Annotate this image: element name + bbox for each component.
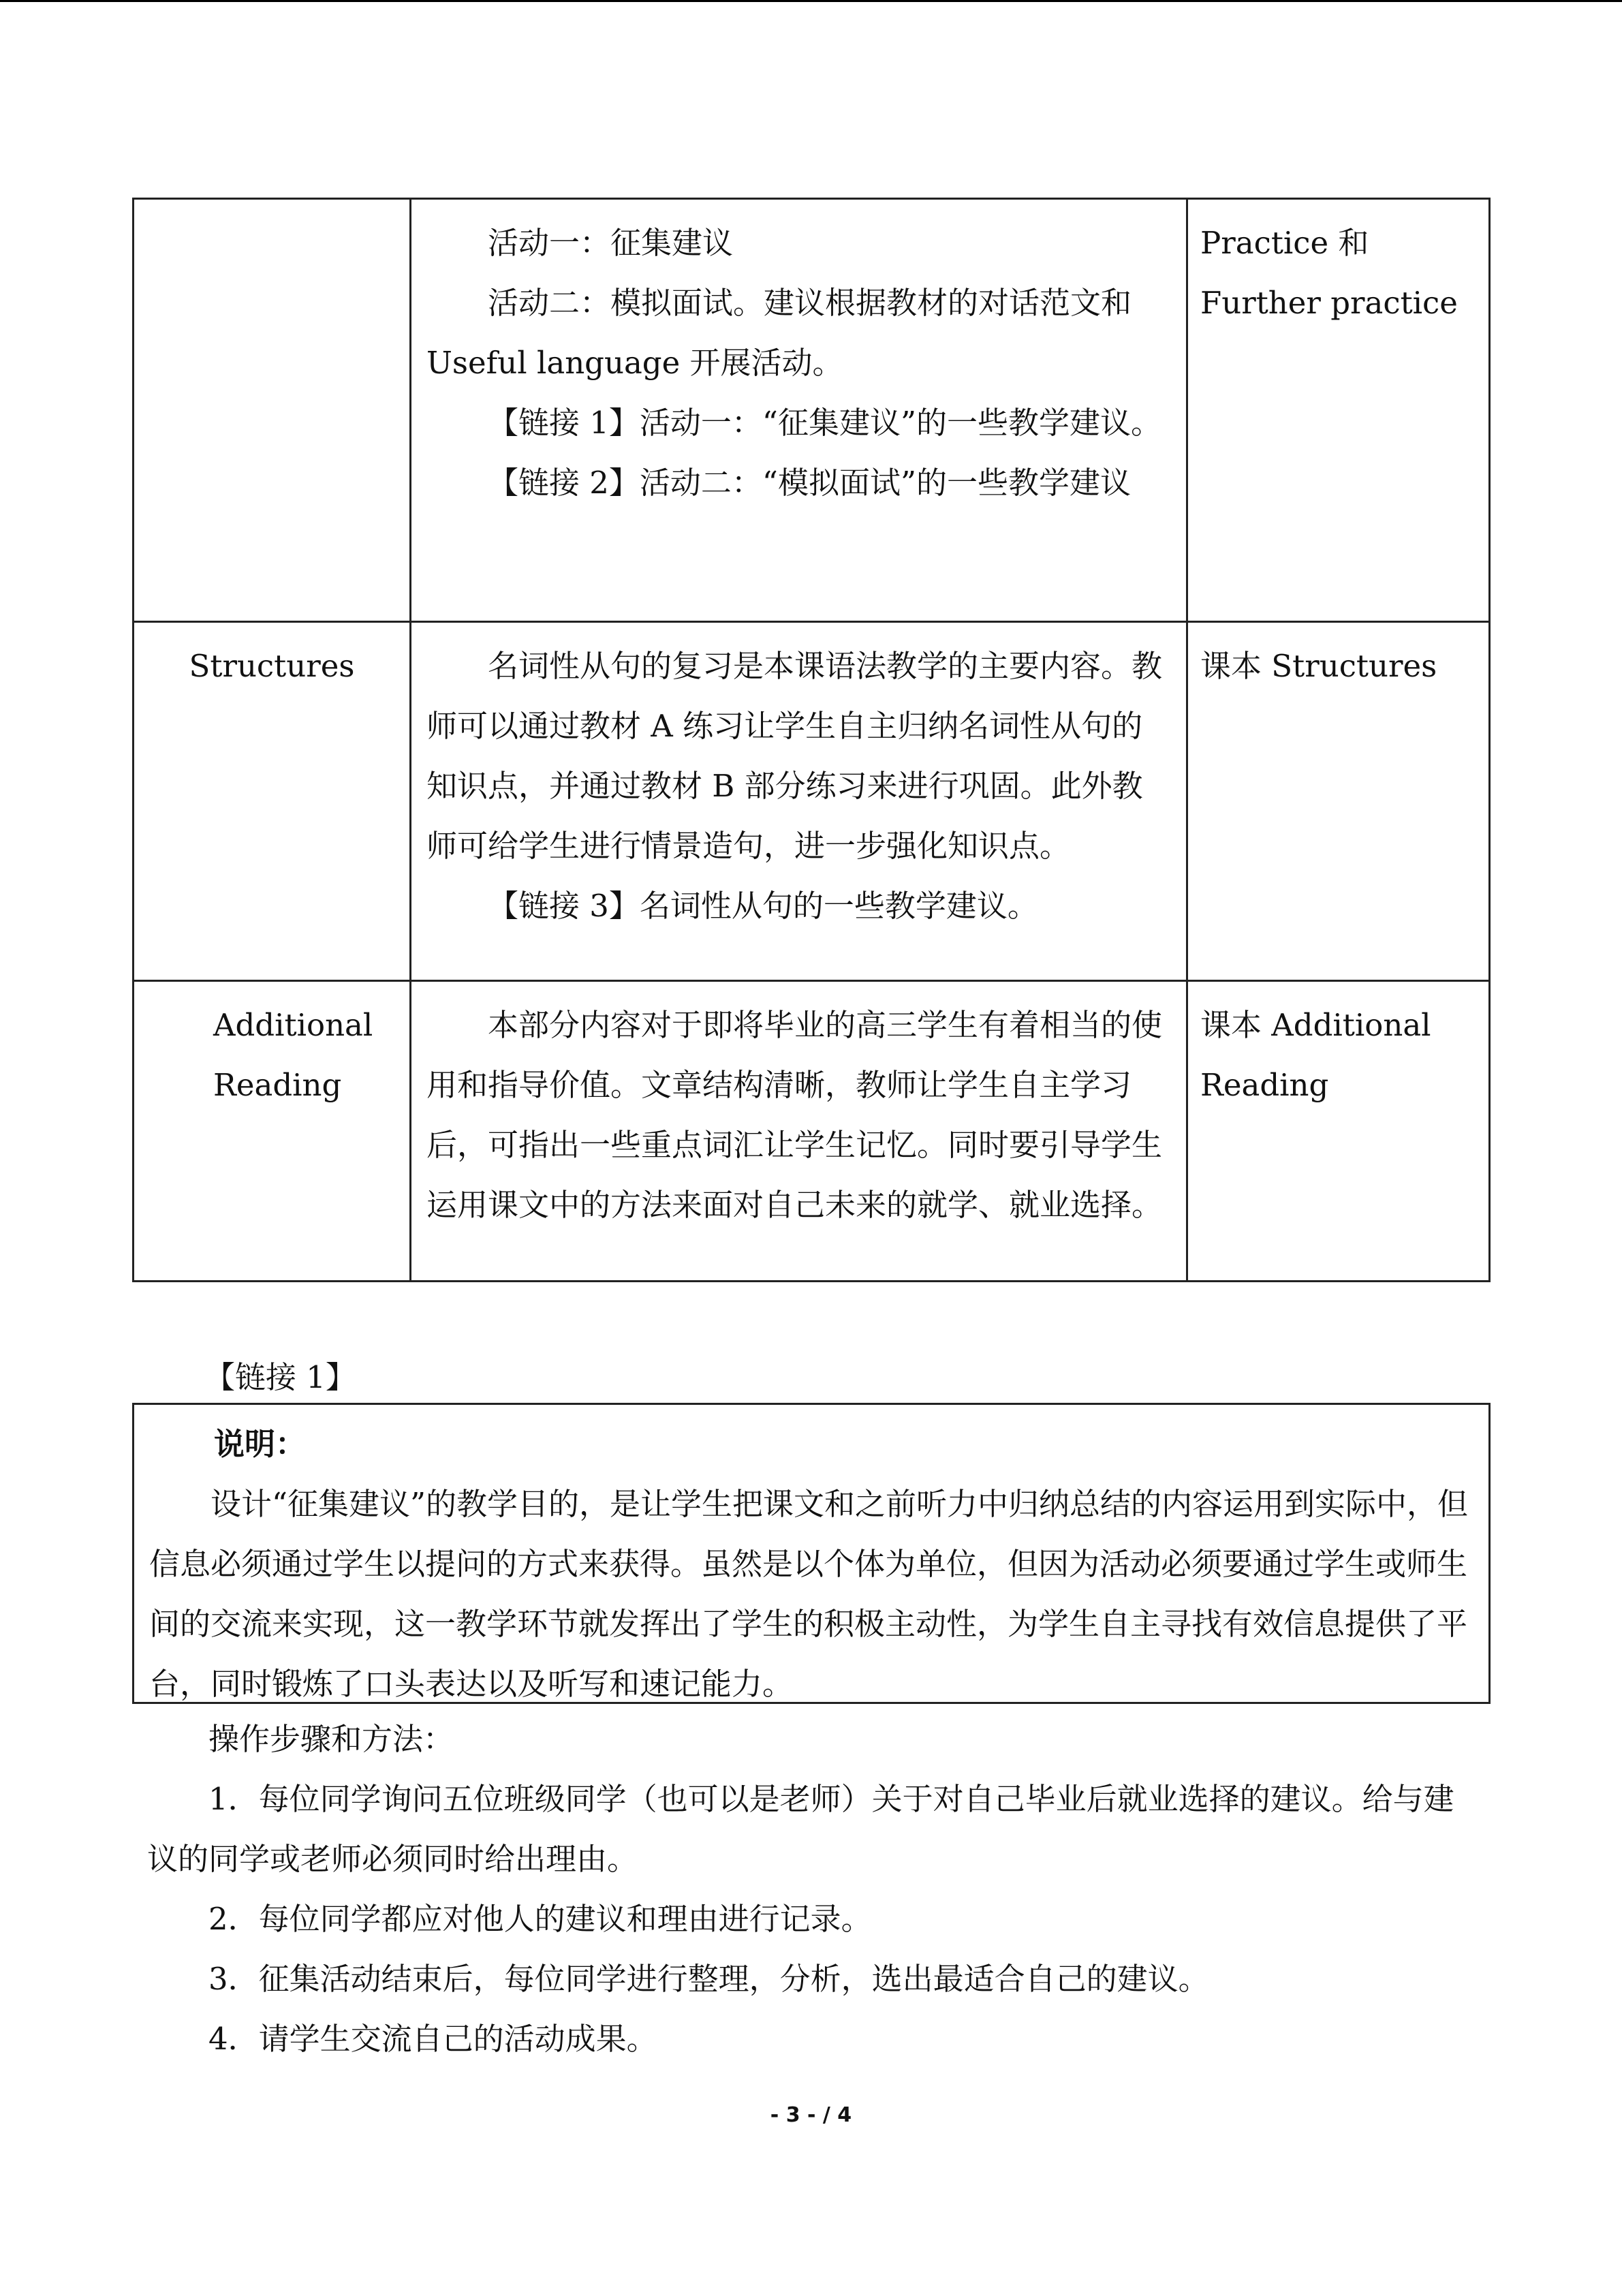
link-3-reference: 【链接 3】名词性从句的一些教学建议。 [488,888,1038,924]
structures-text: 名词性从句的复习是本课语法教学的主要内容。教师可以通过教材 A 练习让学生自主归纳名词性从句的知识点，并通过教材 B 部分练习来进行巩固。此外教师可给学生进行情景造句，进一步强化知识点。 [426,648,1163,864]
explanation-title: 说明： [214,1426,307,1462]
steps-section [147,1709,1476,2069]
step-item: 4．请学生交流自己的活动成果。 [208,2021,657,2057]
row-label-cell [134,199,411,622]
row-label [134,200,409,213]
activity-2-text: 活动二：模拟面试。建议根据教材的对话范文和 Useful language 开展活动。 [426,285,1132,381]
row-label-cell [134,622,411,981]
row-note: 课本 Structures [1200,648,1437,684]
row-note-cell [1187,981,1490,1282]
row-label: Additional Reading [213,1007,373,1103]
steps-heading: 操作步骤和方法： [208,1721,454,1757]
row-note-cell [1187,199,1490,622]
row-label-cell [134,981,411,1282]
row-content-cell [411,981,1187,1282]
explanation-box [132,1403,1491,1704]
row-content-cell [411,199,1187,622]
step-item: 1．每位同学询问五位班级同学（也可以是老师）关于对自己毕业后就业选择的建议。给与建议的同学或老师必须同时给出理由。 [147,1781,1454,1877]
table-row [134,622,1490,981]
step-item: 3．征集活动结束后，每位同学进行整理，分析，选出最适合自己的建议。 [208,1961,1209,1997]
link-1-reference: 【链接 1】活动一：“征集建议”的一些教学建议。 [488,405,1161,441]
lesson-plan-table [132,198,1491,1282]
additional-reading-text: 本部分内容对于即将毕业的高三学生有着相当的使用和指导价值。文章结构清晰，教师让学生自主学习后，可指出一些重点词汇让学生记忆。同时要引导学生运用课文中的方法来面对自己未来的就学、就业选择。 [426,1007,1163,1223]
row-note: 课本 Additional Reading [1200,1007,1431,1103]
document-page [0,2,1622,2296]
row-note: Practice 和 Further practice [1200,225,1458,321]
activity-1-text: 活动一：征集建议 [488,225,734,261]
explanation-body: 设计“征集建议”的教学目的，是让学生把课文和之前听力中归纳总结的内容运用到实际中，但信息必须通过学生以提问的方式来获得。虽然是以个体为单位，但因为活动必须要通过学生或师生间的交流来实现，这一教学环节就发挥出了学生的积极主动性，为学生自主寻找有效信息提供了平台，同时锻炼了口头表达以及听写和速记能力。 [149,1486,1469,1702]
row-note-cell [1187,622,1490,981]
table-row [134,981,1490,1282]
link-1-heading: 【链接 1】 [204,1359,356,1395]
link-2-reference: 【链接 2】活动二：“模拟面试”的一些教学建议 [488,465,1131,501]
page-number: - 3 - / 4 [770,2103,852,2127]
row-label: Structures [189,648,355,684]
row-content-cell [411,622,1187,981]
table-row [134,199,1490,622]
step-item: 2．每位同学都应对他人的建议和理由进行记录。 [208,1901,872,1937]
